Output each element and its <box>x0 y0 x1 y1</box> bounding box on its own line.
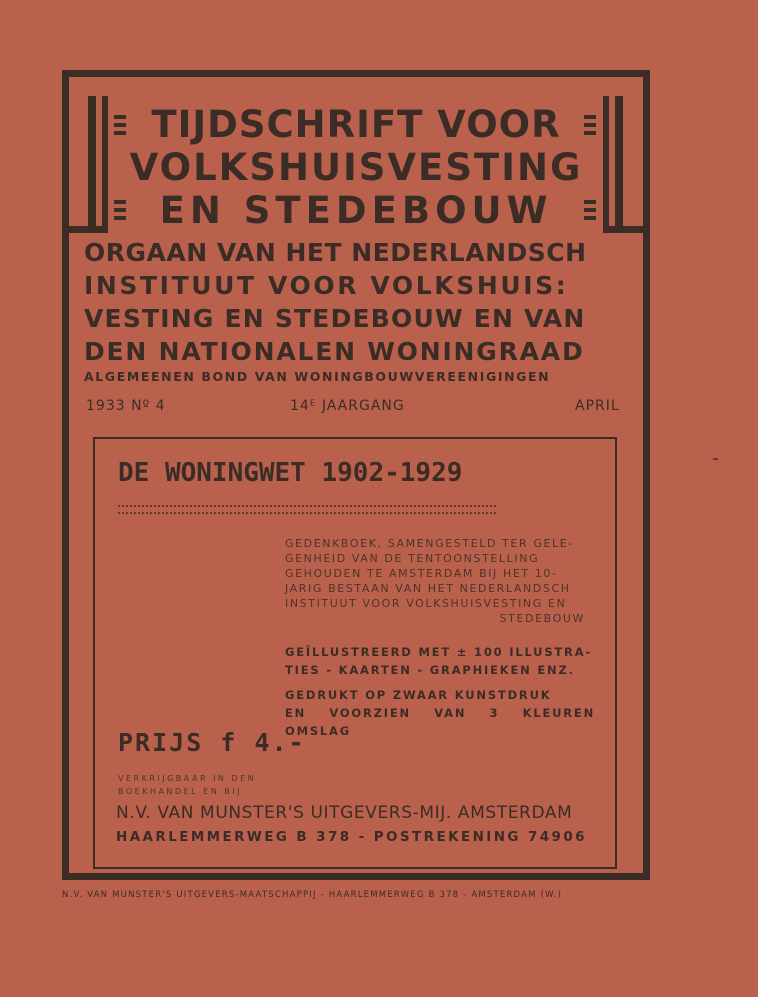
advert-description <box>285 536 595 626</box>
advert-printed-line: EN VOORZIEN VAN 3 KLEUREN OMSLAG <box>285 706 595 738</box>
masthead <box>62 70 650 230</box>
subtitle-line-4: DEN NATIONALEN WONINGRAAD <box>84 337 585 366</box>
advert-description-line: STEDEBOUW <box>499 612 585 625</box>
footer-imprint: N.V. VAN MUNSTER'S UITGEVERS-MAATSCHAPPIJ - HAARLEMMERWEG B 378 - AMSTERDAM (W.) <box>62 890 563 900</box>
masthead-line-1: TIJDSCHRIFT VOOR <box>151 103 561 146</box>
subtitle-line-2: INSTITUUT VOOR VOLKSHUIS: <box>84 271 569 300</box>
subtitle-line-3: VESTING EN STEDEBOUW EN VAN <box>84 304 586 333</box>
advert-description-line: JARIG BESTAAN VAN HET NEDERLANDSCH <box>285 582 571 595</box>
advert-description-line: GENHEID VAN DE TENTOONSTELLING <box>285 552 540 565</box>
advert-illustrated-line: TIES - KAARTEN - GRAPHIEKEN ENZ. <box>285 663 575 677</box>
subtitle-line-1: ORGAAN VAN HET NEDERLANDSCH <box>84 238 587 267</box>
paper-speck <box>713 458 718 460</box>
issue-volume: 14ᴱ JAARGANG <box>290 398 405 414</box>
advert-availability <box>118 772 256 798</box>
issue-month: APRIL <box>575 398 620 414</box>
advert-description-line: GEHOUDEN TE AMSTERDAM BIJ HET 10- <box>285 567 558 580</box>
advert-printed-line: GEDRUKT OP ZWAAR KUNSTDRUK <box>285 688 552 702</box>
advert-illustrated <box>285 643 595 679</box>
advert-description-line: GEDENKBOEK, SAMENGESTELD TER GELE- <box>285 537 574 550</box>
advert-illustrated-line: GEÏLLUSTREERD MET ± 100 ILLUSTRA- <box>285 645 592 659</box>
advert-address: HAARLEMMERWEG B 378 - POSTREKENING 74906 <box>116 829 587 845</box>
advert-publisher: N.V. VAN MUNSTER'S UITGEVERS-MIJ. AMSTERDAM <box>116 803 573 823</box>
subtitle-line-5: ALGEMEENEN BOND VAN WONINGBOUWVEREENIGINGEN <box>84 369 551 384</box>
advert-printed <box>285 686 595 740</box>
advert-title-underline <box>118 505 496 514</box>
advert-availability-line: BOEKHANDEL EN BIJ <box>118 787 242 796</box>
advert-availability-line: VERKRIJGBAAR IN DEN <box>118 774 257 783</box>
advert-title: DE WONINGWET 1902-1929 <box>118 458 463 488</box>
issue-number: 1933 Nº 4 <box>86 398 166 414</box>
masthead-line-3: EN STEDEBOUW <box>159 189 553 232</box>
masthead-line-2: VOLKSHUISVESTING <box>129 146 583 189</box>
advert-description-line: INSTITUUT VOOR VOLKSHUISVESTING EN <box>285 597 567 610</box>
advert-price: PRIJS f 4.- <box>118 728 306 757</box>
